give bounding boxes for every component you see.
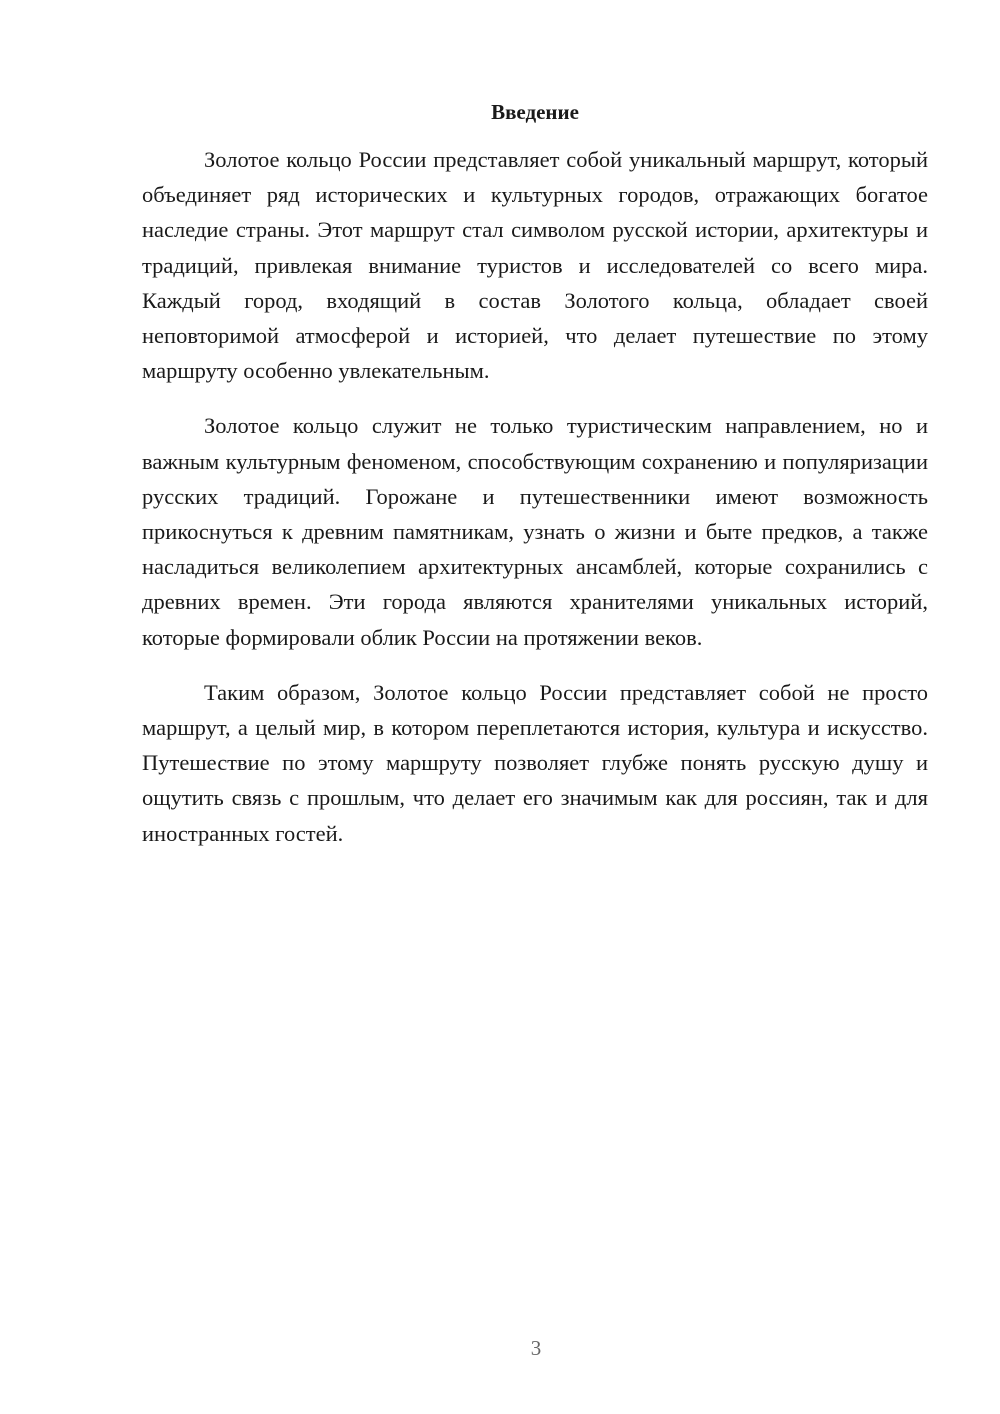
paragraph-1: Золотое кольцо России представляет собой уникальный маршрут, который объединяет ряд исторических и культурных городов, отражающих богатое наследие страны. Этот маршрут стал символом русской истории, архитектуры и традиций, привлекая внимание туристов и исследователей со всего мира. Каждый город, входящий в состав Золотого кольца, обладает своей неповторимой атмосферой и историей, что делает путешествие по этому маршруту особенно увлекательным.: [142, 147, 928, 384]
section-heading: Введение: [491, 100, 579, 124]
page-number: 3: [530, 1336, 542, 1360]
paragraph-3: Таким образом, Золотое кольцо России представляет собой не просто маршрут, а целый мир, в котором переплетаются история, культура и искусство. Путешествие по этому маршруту позволяет глубже понять русскую душу и ощутить связь с прошлым, что делает его значимым как для россиян, так и для иностранных гостей.: [142, 679, 928, 846]
body-text: [142, 142, 928, 871]
paragraph-2: Золотое кольцо служит не только туристическим направлением, но и важным культурным феноменом, способствующим сохранению и популяризации русских традиций. Горожане и путешественники имеют возможность прикоснуться к древним памятникам, узнать о жизни и быте предков, а также насладиться великолепием архитектурных ансамблей, которые сохранились с древних времен. Эти города являются хранителями уникальных историй, которые формировали облик России на протяжении веков.: [142, 413, 928, 650]
